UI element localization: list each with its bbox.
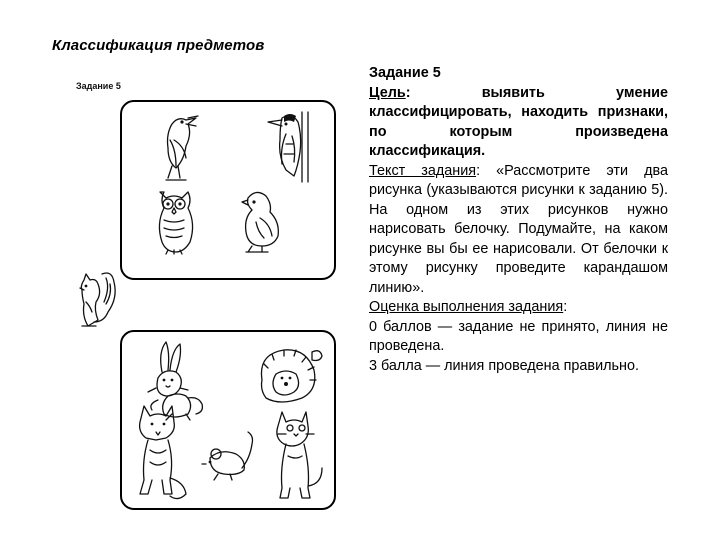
fox-icon bbox=[132, 400, 192, 504]
page-title: Классификация предметов bbox=[52, 37, 265, 54]
task-description bbox=[369, 64, 668, 376]
crow-icon bbox=[152, 110, 202, 184]
sparrow-icon bbox=[230, 188, 290, 254]
task-heading: Задание 5 bbox=[369, 65, 441, 81]
cat-icon bbox=[270, 404, 326, 504]
grade-three: 3 балла — линия проведена правильно. bbox=[369, 357, 639, 374]
squirrel-icon bbox=[72, 268, 120, 332]
hedgehog-icon bbox=[254, 340, 324, 406]
goal-text: выявить умение классифицировать, находить признаки, по которым произведена классификация. bbox=[369, 84, 669, 159]
mouse-icon bbox=[196, 428, 258, 486]
woodpecker-icon bbox=[262, 110, 312, 184]
grade-zero: 0 баллов — задание не принято, линия не проведена. bbox=[369, 318, 668, 354]
grading-label: Оценка выполнения задания bbox=[369, 299, 564, 315]
figure-label: Задание 5 bbox=[76, 81, 121, 91]
task-text-body: «Рассмотрите эти два рисунка (указываются рисунки к заданию 5). На одном из этих рисунков нужно нарисовать белочку. Подумайте, на каком рисунке вы бы ее нарисовали. От белочки к этому рисунку проведите карандашом линию». bbox=[369, 162, 668, 296]
task-text-label: Текст задания bbox=[369, 162, 477, 179]
grading: Оценка выполнения задания: bbox=[369, 299, 568, 315]
goal-label: Цель bbox=[369, 84, 406, 101]
task-text: Текст задания: «Рассмотрите эти два рисунка (указываются рисунки к заданию 5). На одном из этих рисунков нужно нарисовать белочку. Подумайте, на каком рисунке вы бы ее нарисовали. От белочки к этому рисунку проведите карандашом линию». bbox=[369, 162, 668, 296]
owl-icon bbox=[148, 184, 200, 256]
birds-panel[interactable] bbox=[120, 100, 336, 280]
animals-panel[interactable] bbox=[120, 330, 336, 510]
task-goal: Цель: выявить умение классифицировать, находить признаки, по которым произведена классификация. bbox=[369, 84, 669, 159]
